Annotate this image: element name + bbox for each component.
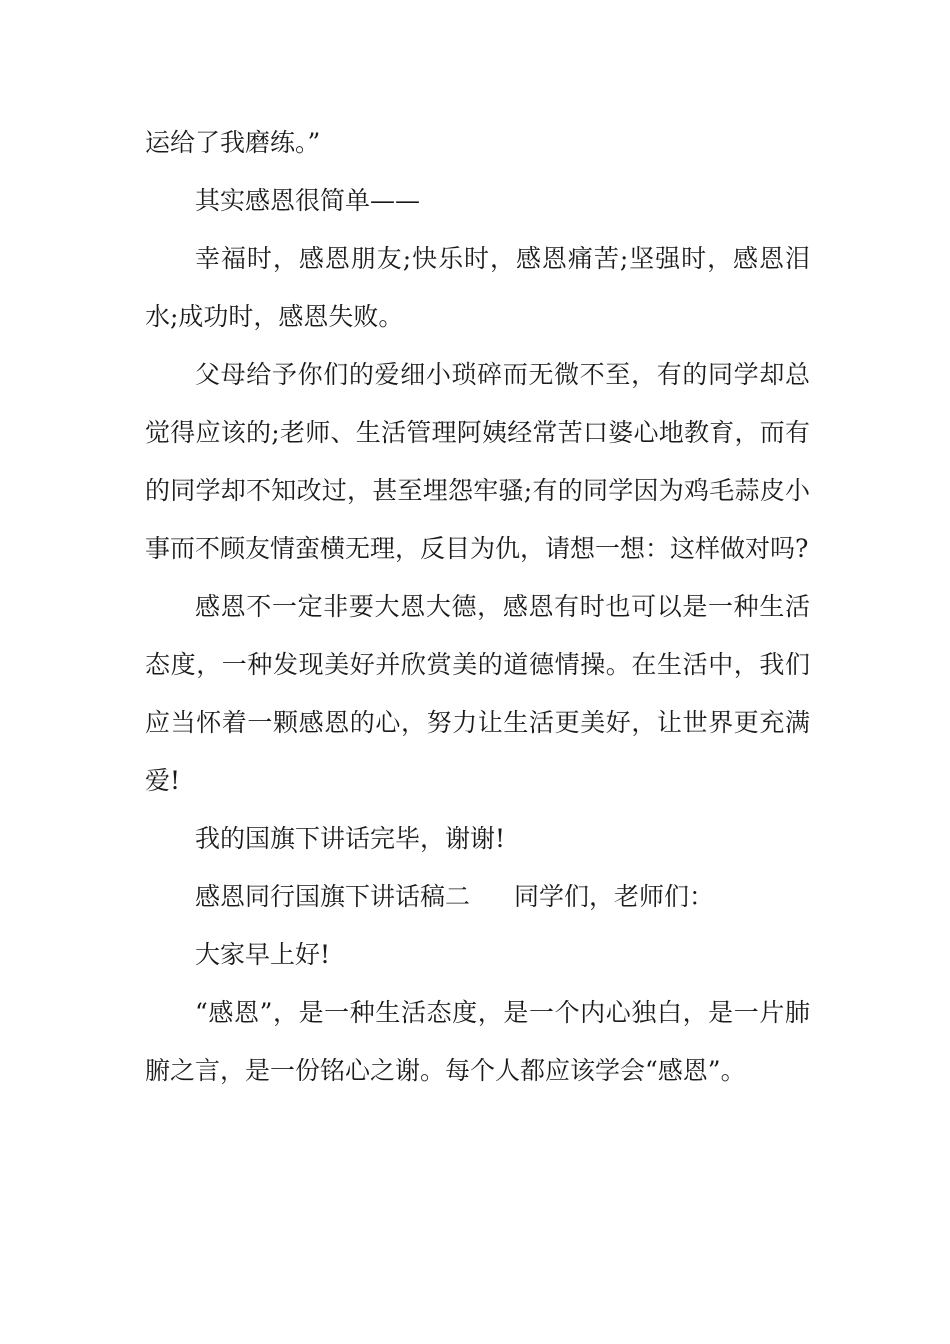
speech-two-title: 感恩同行国旗下讲话稿二	[195, 882, 471, 911]
document-body	[145, 114, 810, 1100]
paragraph-speech-two-heading	[145, 868, 810, 926]
paragraph-parents-teachers: 父母给予你们的爱细小琐碎而无微不至，有的同学却总觉得应该的;老师、生活管理阿姨经常苦口婆心地教育，而有的同学却不知改过，甚至埋怨牢骚;有的同学因为鸡毛蒜皮小事而不顾友情蛮横无理，反目为仇，请想一想：这样做对吗?	[145, 360, 810, 563]
paragraph-gratitude-definition: “感恩”，是一种生活态度，是一个内心独白，是一片肺腑之言，是一份铭心之谢。每个人都应该学会“感恩”。	[145, 998, 810, 1085]
paragraph-gratitude-simple: 其实感恩很简单——	[195, 186, 421, 215]
paragraph-continuation: 运给了我磨练。”	[145, 128, 321, 157]
paragraph-good-morning: 大家早上好!	[195, 940, 331, 969]
paragraph-life-attitude: 感恩不一定非要大恩大德，感恩有时也可以是一种生活态度，一种发现美好并欣赏美的道德情操。在生活中，我们应当怀着一颗感恩的心，努力让生活更美好，让世界更充满爱!	[145, 592, 810, 795]
paragraph-gratitude-moments: 幸福时，感恩朋友;快乐时，感恩痛苦;坚强时，感恩泪水;成功时，感恩失败。	[145, 244, 810, 331]
paragraph-speech-end: 我的国旗下讲话完毕，谢谢!	[195, 824, 506, 853]
speech-two-greeting: 同学们，老师们：	[514, 882, 715, 911]
